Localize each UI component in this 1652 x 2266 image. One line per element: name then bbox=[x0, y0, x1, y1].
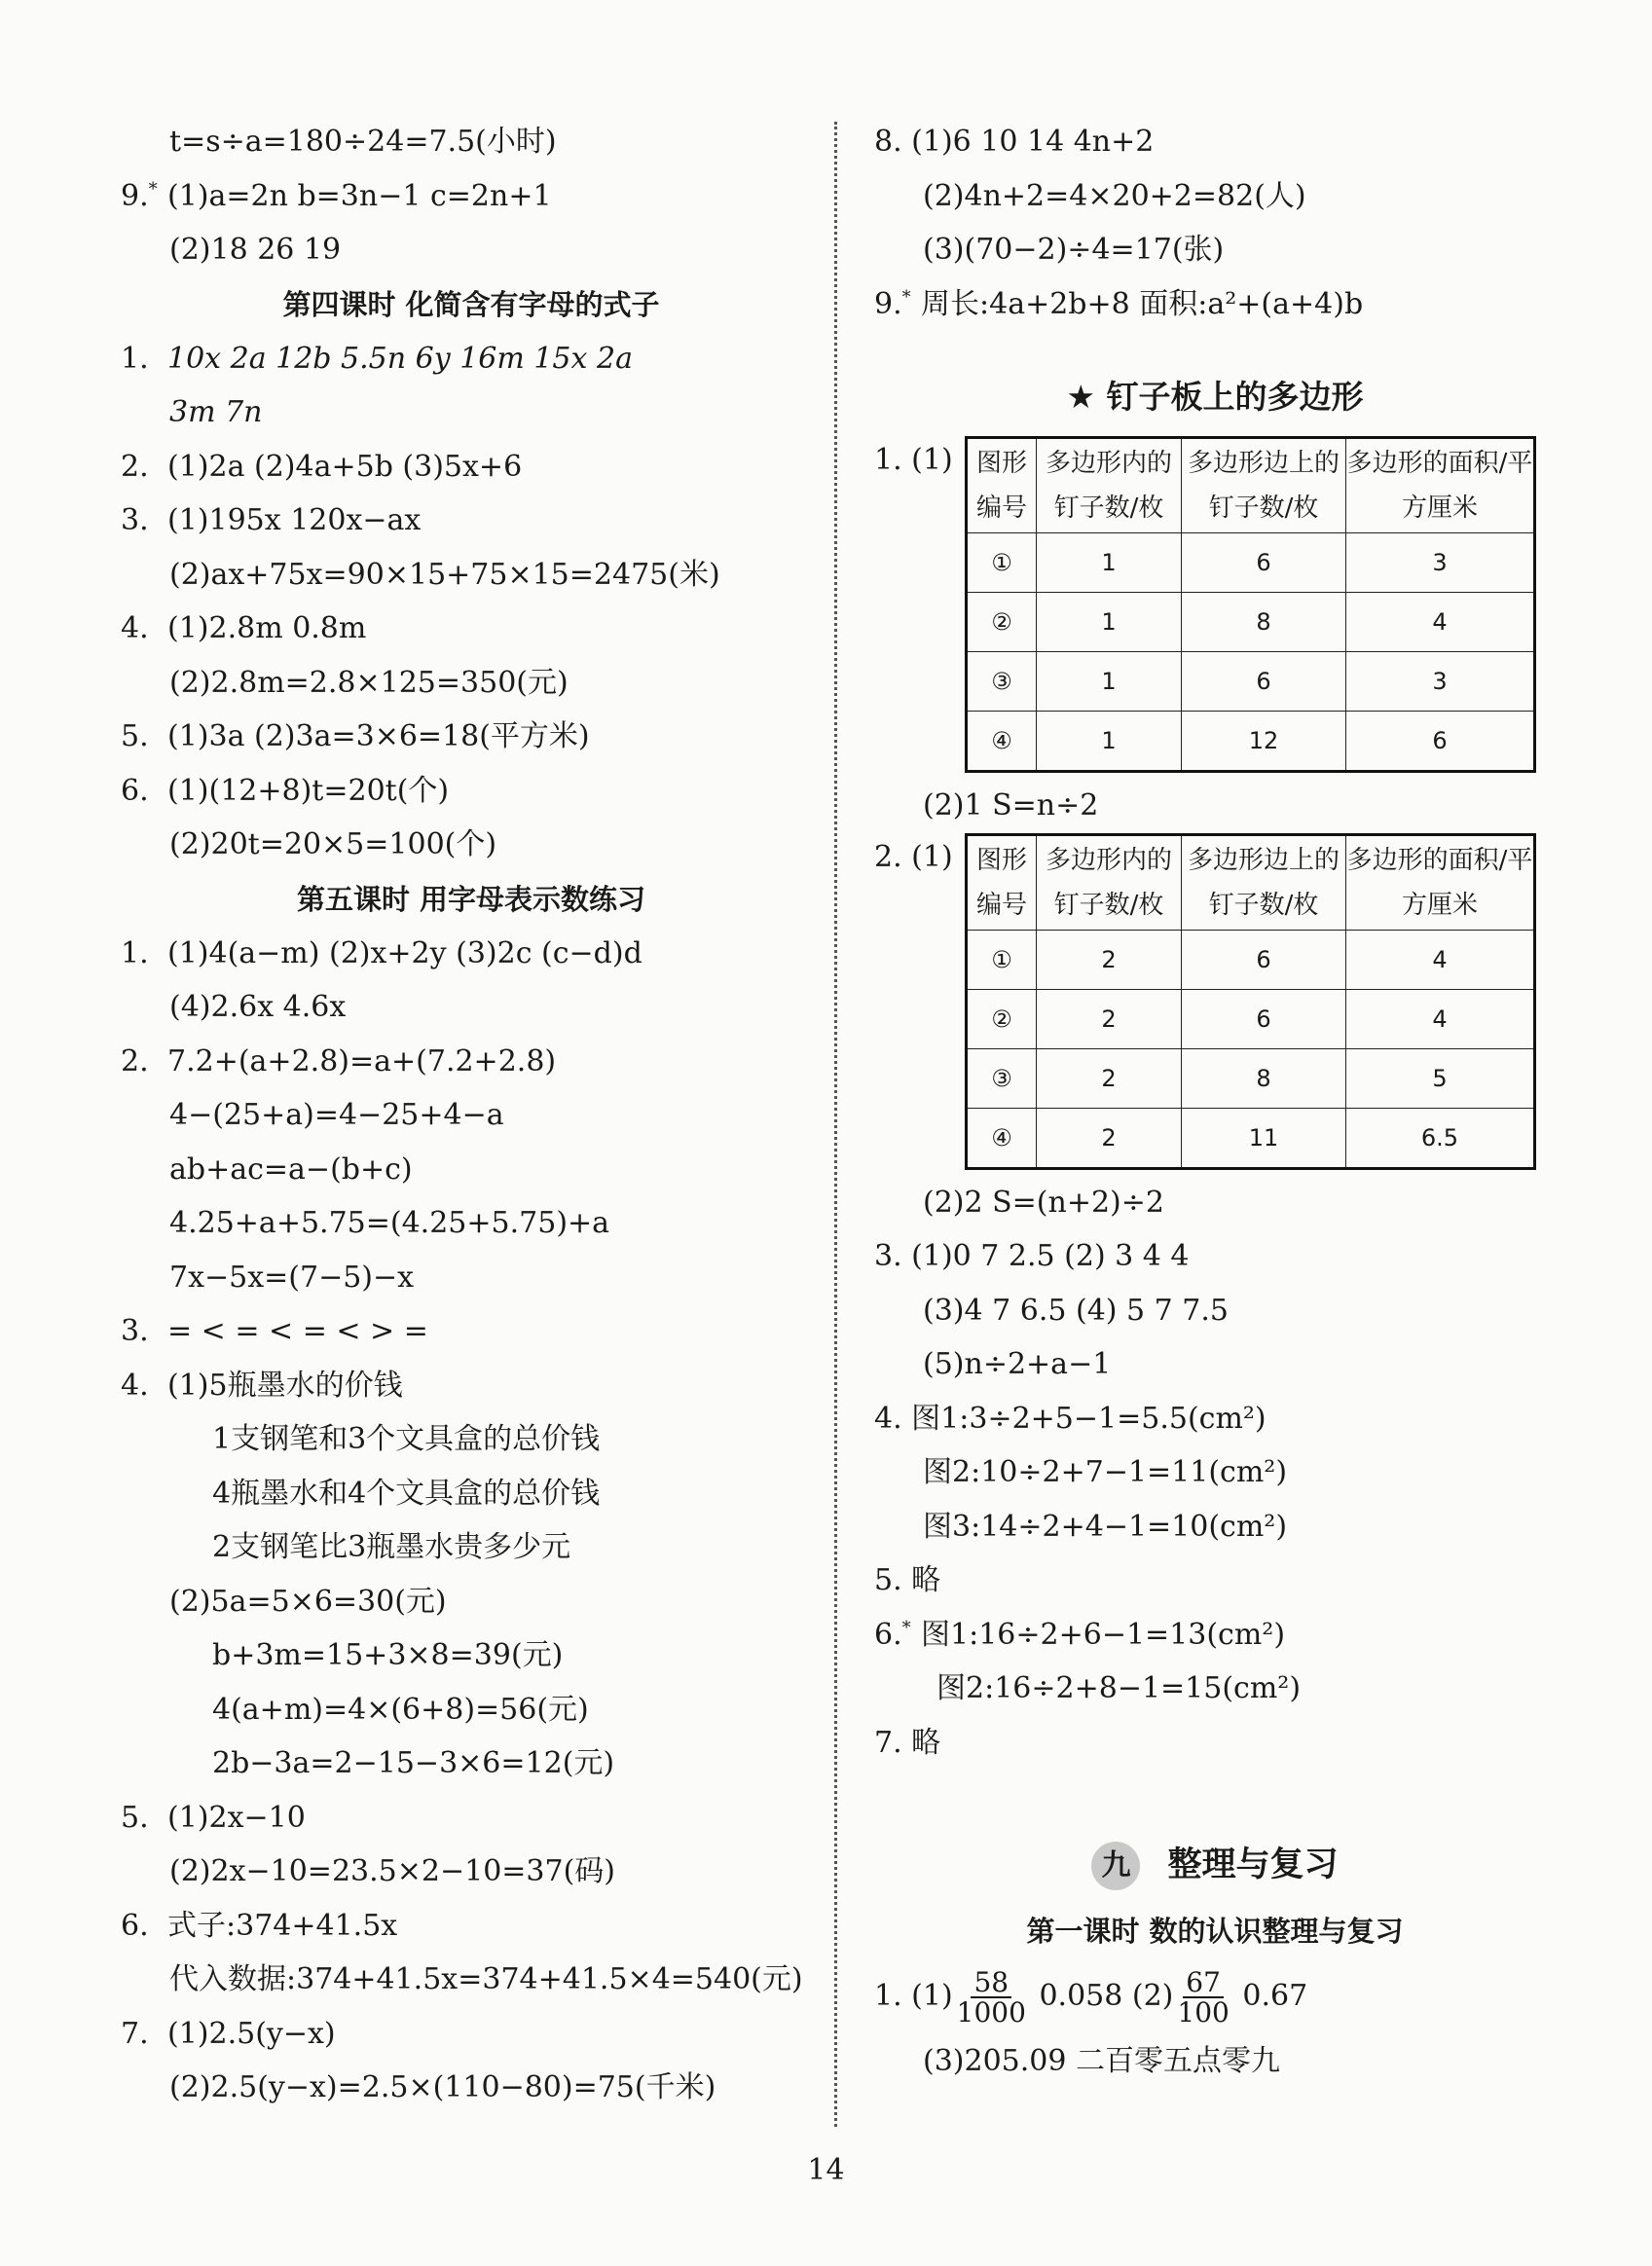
answer-line: 7x−5x=(7−5)−x bbox=[169, 1260, 415, 1295]
question-2-block bbox=[874, 833, 1556, 1170]
answer-line: (3)(70−2)÷4=17(张) bbox=[923, 233, 1225, 267]
answer-line: 5. (1)2x−10 bbox=[121, 1800, 306, 1835]
answer-line: (2)2.8m=2.8×125=350(元) bbox=[169, 665, 569, 700]
answer-line: (2)ax+75x=90×15+75×15=2475(米) bbox=[169, 557, 720, 592]
answer-line: (2)2 S=(n+2)÷2 bbox=[923, 1185, 1164, 1220]
answer-line: 3. (1)0 7 2.5 (2) 3 4 4 bbox=[874, 1239, 1190, 1273]
answer-line: 4. 图1:3÷2+5−1=5.5(cm²) bbox=[874, 1401, 1267, 1436]
table-row: ② 2 6 4 bbox=[967, 989, 1535, 1048]
answer-line: 3. = < = < = < > = bbox=[121, 1314, 428, 1348]
answer-line: 7. (1)2.5(y−x) bbox=[121, 2016, 336, 2051]
answer-line: 4.25+a+5.75=(4.25+5.75)+a bbox=[169, 1206, 610, 1240]
answer-line: 7. 略 bbox=[874, 1725, 941, 1760]
table-header: 多边形内的钉子数/枚 bbox=[1037, 438, 1182, 533]
table-row: ① 1 6 3 bbox=[967, 533, 1535, 593]
table-row: ④ 2 11 6.5 bbox=[967, 1108, 1535, 1168]
answer-line: 5. (1)3a (2)3a=3×6=18(平方米) bbox=[121, 719, 590, 753]
answer-line: 1. (1)4(a−m) (2)x+2y (3)2c (c−d)d bbox=[121, 935, 642, 970]
question-prefix: 2. (1) bbox=[874, 839, 953, 874]
page-number: 14 bbox=[807, 2153, 845, 2187]
table-header: 多边形的面积/平方厘米 bbox=[1346, 438, 1535, 533]
answer-line: 代入数据:374+41.5x=374+41.5×4=540(元) bbox=[169, 1962, 803, 1996]
answer-line: 9.* 周长:4a+2b+8 面积:a²+(a+4)b bbox=[874, 277, 1556, 332]
table-header: 图形编号 bbox=[967, 438, 1037, 533]
answer-line: 图2:16÷2+8−1=15(cm²) bbox=[936, 1671, 1302, 1705]
answer-line: 1. (1) $\frac{58}{1000}$ 0.058 (2) $\frac{67}{100}$ 0.67 bbox=[874, 1965, 1308, 2028]
answer-line: (2)2x−10=23.5×2−10=37(码) bbox=[169, 1854, 615, 1888]
section-title-lesson4: 第四课时 化简含有字母的式子 bbox=[282, 287, 660, 321]
answer-line: 图2:10÷2+7−1=11(cm²) bbox=[923, 1455, 1288, 1489]
answer-line: (3)4 7 6.5 (4) 5 7 7.5 bbox=[923, 1293, 1229, 1328]
answer-line: 4. (1)2.8m 0.8m bbox=[121, 611, 367, 645]
answer-line: 3m 7n bbox=[169, 395, 263, 429]
unit-heading bbox=[874, 1826, 1556, 1904]
section-title-lesson5: 第五课时 用字母表示数练习 bbox=[296, 882, 646, 916]
answer-line: 6. (1)(12+8)t=20t(个) bbox=[121, 773, 450, 808]
answer-line: (2)1 S=n÷2 bbox=[923, 788, 1099, 822]
answer-line: 4−(25+a)=4−25+4−a bbox=[169, 1098, 504, 1132]
section-title-nail-board: ★ 钉子板上的多边形 bbox=[1066, 378, 1364, 416]
answer-line: 6. 式子:374+41.5x bbox=[121, 1908, 398, 1943]
answer-line: 9.* (1)a=2n b=3n−1 c=2n+1 bbox=[121, 169, 822, 224]
answer-line: (4)2.6x 4.6x bbox=[169, 990, 347, 1024]
answer-line: 5. 略 bbox=[874, 1563, 941, 1597]
answer-line: 图3:14÷2+4−1=10(cm²) bbox=[923, 1509, 1288, 1544]
question-number: 6.* bbox=[874, 1617, 911, 1652]
question-1-block bbox=[874, 436, 1556, 773]
table-row: ① 2 6 4 bbox=[967, 930, 1535, 989]
answer-line: 2. (1)2a (2)4a+5b (3)5x+6 bbox=[121, 449, 523, 484]
section-title-lesson1: 第一课时 数的认识整理与复习 bbox=[1026, 1915, 1404, 1948]
answer-line: 4. (1)5瓶墨水的价钱 bbox=[121, 1368, 403, 1403]
answer-line: 1支钢笔和3个文具盒的总价钱 bbox=[212, 1422, 601, 1456]
answer-line: 4(a+m)=4×(6+8)=56(元) bbox=[212, 1692, 589, 1727]
answer-line: 1. 10x 2a 12b 5.5n 6y 16m 15x 2a bbox=[121, 341, 633, 376]
table-row: ③ 2 8 5 bbox=[967, 1048, 1535, 1108]
answer-line: (2)4n+2=4×20+2=82(人) bbox=[923, 178, 1306, 213]
answer-line: (2)18 26 19 bbox=[169, 233, 342, 267]
table-header: 多边形边上的钉子数/枚 bbox=[1182, 438, 1346, 533]
answer-line: (2)2.5(y−x)=2.5×(110−80)=75(千米) bbox=[169, 2070, 716, 2104]
answer-line: 8. (1)6 10 14 4n+2 bbox=[874, 125, 1155, 159]
table-row: ④ 1 12 6 bbox=[967, 712, 1535, 772]
answer-line: ab+ac=a−(b+c) bbox=[169, 1151, 413, 1187]
table-header: 多边形的面积/平方厘米 bbox=[1346, 834, 1535, 930]
answer-line: 2b−3a=2−15−3×6=12(元) bbox=[212, 1746, 615, 1780]
unit-title: 整理与复习 bbox=[1167, 1846, 1339, 1884]
answer-line: t=s÷a=180÷24=7.5(小时) bbox=[169, 125, 557, 159]
table-header: 图形编号 bbox=[967, 834, 1037, 930]
question-prefix: 1. (1) bbox=[874, 443, 953, 477]
fraction: $\frac{67}{100}$ bbox=[1177, 1965, 1230, 2028]
right-column bbox=[874, 115, 1556, 2089]
left-column bbox=[121, 115, 822, 2115]
nail-board-table-1 bbox=[965, 436, 1536, 773]
table-row: ② 1 8 4 bbox=[967, 593, 1535, 652]
table-row: ③ 1 6 3 bbox=[967, 652, 1535, 712]
answer-line: 3. (1)195x 120x−ax bbox=[121, 503, 422, 537]
table-header: 多边形边上的钉子数/枚 bbox=[1182, 834, 1346, 930]
answer-line: 6.* 图1:16÷2+6−1=13(cm²) bbox=[874, 1608, 1556, 1663]
column-divider bbox=[834, 122, 837, 2127]
question-number: 9.* bbox=[121, 178, 158, 213]
unit-number-badge: 九 bbox=[1091, 1842, 1140, 1890]
nail-board-table-2 bbox=[965, 833, 1536, 1170]
answer-line: 4瓶墨水和4个文具盒的总价钱 bbox=[212, 1476, 601, 1511]
answer-line: 2支钢笔比3瓶墨水贵多少元 bbox=[212, 1530, 571, 1564]
answer-line: (5)n÷2+a−1 bbox=[923, 1347, 1112, 1381]
answer-line: 2. 7.2+(a+2.8)=a+(7.2+2.8) bbox=[121, 1043, 557, 1078]
answer-line: (2)20t=20×5=100(个) bbox=[169, 827, 497, 861]
answer-line: (3)205.09 二百零五点零九 bbox=[923, 2044, 1281, 2078]
answer-line: (2)5a=5×6=30(元) bbox=[169, 1584, 447, 1619]
question-number: 9.* bbox=[874, 286, 911, 321]
table-header: 多边形内的钉子数/枚 bbox=[1037, 834, 1182, 930]
fraction: $\frac{58}{1000}$ bbox=[956, 1965, 1026, 2028]
answer-line: b+3m=15+3×8=39(元) bbox=[212, 1638, 564, 1672]
